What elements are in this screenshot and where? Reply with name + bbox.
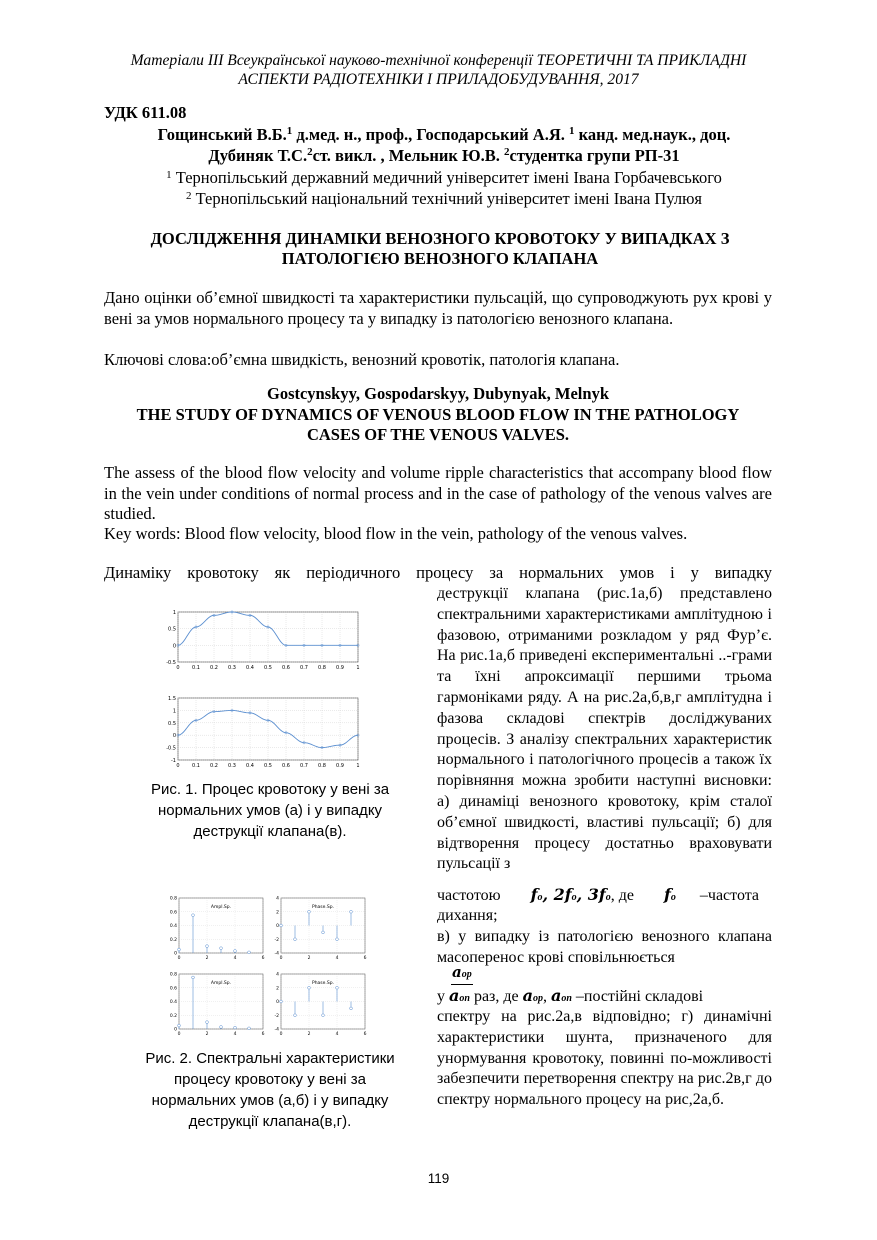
x-tick-label: 2 xyxy=(307,956,311,961)
y-tick-label: -1 xyxy=(171,758,176,764)
affiliation-2-sup: 2 xyxy=(185,189,192,202)
y-tick-label: 0 xyxy=(174,951,177,957)
x-tick-label: 6 xyxy=(363,956,367,961)
fig1-caption-line-3: деструкції клапана(в). xyxy=(193,823,347,840)
x-tick-label: 0.7 xyxy=(300,665,308,671)
body-paragraph-2: в) у випадку із патологією венозного клапана масоперенос крові сповільнюється xyxy=(437,928,772,966)
ratio-den-sub: on xyxy=(459,993,470,1004)
title-ua-line-2: ПАТОЛОГІЄЮ ВЕНОЗНОГО КЛАПАНА xyxy=(281,249,599,268)
stem-marker xyxy=(336,986,339,989)
freq-2f: , 2f xyxy=(542,885,572,904)
stem-marker xyxy=(220,1026,223,1029)
stem-marker xyxy=(192,976,195,979)
x-tick-label: 0.3 xyxy=(228,665,236,671)
stem-marker xyxy=(294,938,297,941)
y-tick-label: -0.5 xyxy=(166,660,176,666)
y-tick-label: 2 xyxy=(276,986,279,992)
stem-marker xyxy=(248,1027,251,1030)
x-tick-label: 0.4 xyxy=(246,665,254,671)
y-tick-label: -2 xyxy=(274,1013,279,1019)
affiliation-1 xyxy=(104,168,784,189)
fig1-caption-line-1: Рис. 1. Процес кровотоку у вені за xyxy=(150,781,390,798)
x-tick-label: 0.9 xyxy=(336,763,344,769)
x-tick-label: 4 xyxy=(335,956,339,961)
subplot-label: Ampl.Sp. xyxy=(210,981,232,986)
y-tick-label: 0 xyxy=(276,924,279,930)
y-tick-label: 0 xyxy=(172,733,176,740)
stem-marker xyxy=(220,947,223,950)
x-tick-label: 0 xyxy=(279,1032,283,1037)
y-tick-label: -2 xyxy=(274,937,279,943)
header-line-1: Матеріали ІІІ Всеукраїнської науково-технічної конференції ТЕОРЕТИЧНІ ТА ПРИКЛАДНІ xyxy=(130,52,747,69)
ratio-comma: , xyxy=(542,988,547,1005)
stem-marker xyxy=(248,951,251,954)
fig1-caption-line-2: нормальних умов (а) і у випадку xyxy=(157,802,383,819)
x-tick-label: 0 xyxy=(177,956,181,961)
keywords-en: Key words: Blood flow velocity, blood flow in the vein, pathology of the venous valves. xyxy=(104,524,688,543)
y-tick-label: 0.4 xyxy=(169,924,177,930)
x-tick-label: 6 xyxy=(261,956,265,961)
author-1: Гощинський В.Б. xyxy=(157,125,287,144)
ratio-numerator xyxy=(451,963,473,985)
ratio-num-a: a xyxy=(452,963,462,981)
freq-symbol-f0: f xyxy=(530,885,538,904)
fig2-amplitude-pathology xyxy=(170,972,265,1037)
ratio-prefix: у xyxy=(437,988,445,1005)
y-tick-label: 1.5 xyxy=(168,696,176,702)
ratio-desc: –постійні складові xyxy=(575,988,704,1005)
x-tick-label: 0.5 xyxy=(264,763,272,769)
x-tick-label: 6 xyxy=(363,1032,367,1037)
abstract-en: The assess of the blood flow velocity and volume ripple characteristics that accompany blood flow in the vein under conditions of normal process and in the case of pathology of the venous valves are studied. xyxy=(104,463,772,523)
x-tick-label: 6 xyxy=(261,1032,265,1037)
y-tick-label: 0.8 xyxy=(169,972,177,978)
x-tick-label: 0.3 xyxy=(228,763,236,769)
fig2-caption-line-4: деструкції клапана(в,г). xyxy=(188,1113,352,1130)
body-paragraph-3: спектру на рис.2а,в відповідно; г) динамічні характеристики шунта, призначеного для унормування кровотоку, повинні по-можливості забезпечити перетворення спектру на рис.2в,г до спектру нормального процесу на рис,2а,б. xyxy=(437,1008,772,1109)
author-2: Господарський А.Я. xyxy=(416,125,569,144)
y-tick-label: -4 xyxy=(274,1027,279,1033)
x-tick-label: 1 xyxy=(356,763,360,769)
x-tick-label: 2 xyxy=(205,956,209,961)
authors-en: Gostcynskyy, Gospodarskyy, Dubynyak, Melnyk xyxy=(266,384,609,403)
freq-sub: o xyxy=(537,892,543,903)
y-tick-label: 0 xyxy=(174,1027,177,1033)
figure-1 xyxy=(162,604,370,770)
frequency-line xyxy=(437,885,772,906)
x-tick-label: 0.8 xyxy=(318,763,326,769)
x-tick-label: 4 xyxy=(233,1032,237,1037)
y-tick-label: 0.2 xyxy=(169,1013,177,1019)
x-tick-label: 0 xyxy=(176,665,180,671)
stem-marker xyxy=(350,1007,353,1010)
x-tick-label: 0.6 xyxy=(282,763,290,769)
y-tick-label: 0.5 xyxy=(168,626,176,633)
x-tick-label: 0 xyxy=(176,763,180,769)
figure-2 xyxy=(165,892,370,1037)
author-3: Дубиняк Т.С. xyxy=(208,146,308,165)
ratio-den-a: a xyxy=(449,986,460,1005)
author-4-sup: 2 xyxy=(504,146,510,158)
x-tick-label: 0.1 xyxy=(192,763,200,769)
affiliation-2 xyxy=(104,189,784,210)
stem-marker xyxy=(308,910,311,913)
conference-header xyxy=(60,51,817,89)
intro-line: Динаміку кровотоку як періодичного процесу за нормальних умов і у випадку xyxy=(104,563,772,582)
fig2-phase-normal xyxy=(275,896,367,961)
fig2-caption-line-2: процесу кровотоку у вені за xyxy=(173,1071,367,1088)
affiliation-1-sup: 1 xyxy=(166,169,172,181)
header-line-2: АСПЕКТИ РАДІОТЕХНІКИ І ПРИЛАДОБУДУВАННЯ, 2017 xyxy=(238,71,639,88)
y-tick-label: 0 xyxy=(172,643,176,650)
freq-sub-4: o xyxy=(670,892,676,903)
author-4: Мельник Ю.В. xyxy=(388,146,505,165)
y-tick-label: 1 xyxy=(172,708,176,715)
x-tick-label: 0.4 xyxy=(246,763,254,769)
title-en-block xyxy=(104,384,772,446)
x-tick-label: 0.6 xyxy=(282,665,290,671)
freq-3f: , 3f xyxy=(576,885,606,904)
stem-marker xyxy=(206,1021,209,1024)
ratio-a-op: a xyxy=(522,986,533,1005)
x-tick-label: 1 xyxy=(356,665,360,671)
stem-marker xyxy=(234,1026,237,1029)
body-paragraph-1: деструкції клапана (рис.1а,б) представлено спектральними характеристиками амплітудною і фазовою, отриманими розкладом у ряд Фур’є. На рис.1а,б приведені експериментальні ..-грами та їхні апроксимації першими трьома гармоніками ряду. А на рис.2а,б,в,г амплітудна і фазова складові спектрів досліджуваних процесів. З аналізу спектральних характеристик нормального і патологічного процесів а також їх порівняння можна зробити наступні висновки: а) динаміці венозного кровотоку, крім сталої об’ємної швидкості, властиві пульсації; б) для відтворення процесу достатньо враховувати пульсації з xyxy=(437,585,772,873)
author-3-role: ст. викл. , xyxy=(312,146,389,165)
figure-1-caption xyxy=(125,779,415,842)
y-tick-label: 0.5 xyxy=(168,720,176,727)
x-tick-label: 0.1 xyxy=(192,665,200,671)
fig2-phase-pathology xyxy=(275,972,367,1037)
affiliations xyxy=(104,168,784,209)
freq-de: , де xyxy=(610,887,635,904)
stem-marker xyxy=(234,950,237,953)
freq-suffix: –частота xyxy=(695,887,760,904)
figure-2-caption xyxy=(125,1048,415,1132)
page-number: 119 xyxy=(427,1171,450,1186)
author-2-role: канд. мед.наук., доц. xyxy=(574,125,731,144)
freq-symbol-f0-2: f xyxy=(664,885,671,904)
fig2-amplitude-normal xyxy=(170,896,265,961)
freq-end: дихання; xyxy=(437,907,498,924)
title-ua-line-1: ДОСЛІДЖЕННЯ ДИНАМІКИ ВЕНОЗНОГО КРОВОТОКУ У ВИПАДКАХ З xyxy=(150,229,730,248)
authors-line-2 xyxy=(104,145,784,166)
author-1-role: д.мед. н., проф., xyxy=(292,125,417,144)
y-tick-label: -0.5 xyxy=(166,745,176,752)
author-3-sup: 2 xyxy=(307,146,313,158)
freq-prefix: частотою xyxy=(437,887,501,904)
fig2-caption-line-3: нормальних умов (а,б) і у випадку xyxy=(151,1092,389,1109)
x-tick-label: 2 xyxy=(307,1032,311,1037)
udk-code: УДК 611.08 xyxy=(104,103,187,122)
authors-line-1 xyxy=(104,124,784,145)
subplot-label: Ampl.Sp. xyxy=(210,905,232,910)
x-tick-label: 0.2 xyxy=(210,665,218,671)
authors-block xyxy=(104,124,784,166)
y-tick-label: 0 xyxy=(276,1000,279,1006)
x-tick-label: 4 xyxy=(335,1032,339,1037)
y-tick-label: 4 xyxy=(276,972,279,978)
x-tick-label: 0.2 xyxy=(210,763,218,769)
stem-marker xyxy=(280,1000,283,1003)
x-tick-label: 2 xyxy=(205,1032,209,1037)
y-tick-label: 0.2 xyxy=(169,937,177,943)
y-tick-label: 0.6 xyxy=(169,986,177,992)
ratio-fraction xyxy=(451,963,473,985)
affiliation-2-text: Тернопільський національний технічний університет імені Івана Пулюя xyxy=(191,188,703,208)
freq-sub-3: o xyxy=(605,892,611,903)
abstract-ua: Дано оцінки об’ємної швидкості та характеристики пульсацій, що супроводжують рух крові у вені за умов нормального процесу та у випадку із патологією венозного клапана. xyxy=(104,288,772,328)
stem-marker xyxy=(350,910,353,913)
keywords-ua: Ключові слова:об’ємна швидкість, венозний кровотік, патологія клапана. xyxy=(104,350,620,369)
y-tick-label: 0.4 xyxy=(169,1000,177,1006)
x-tick-label: 0.8 xyxy=(318,665,326,671)
ratio-a-on-sub: on xyxy=(561,993,572,1004)
y-tick-label: 1 xyxy=(172,610,176,616)
x-tick-label: 0 xyxy=(177,1032,181,1037)
y-tick-label: 0.8 xyxy=(169,896,177,902)
fig2-caption-line-1: Рис. 2. Спектральні характеристики xyxy=(145,1050,395,1067)
stem-marker xyxy=(336,938,339,941)
fig1-top-plot xyxy=(166,610,359,671)
x-tick-label: 4 xyxy=(233,956,237,961)
ratio-a-on: a xyxy=(550,986,562,1005)
stem-marker xyxy=(308,986,311,989)
stem-marker xyxy=(178,1024,181,1027)
author-1-sup: 1 xyxy=(286,125,293,137)
subplot-label: Phase.Sp. xyxy=(311,981,335,986)
stem-marker xyxy=(322,931,325,934)
ratio-text: раз, де xyxy=(473,988,519,1005)
stem-marker xyxy=(178,948,181,951)
author-4-role: студентка групи РП-31 xyxy=(509,146,680,165)
y-tick-label: -4 xyxy=(274,951,279,957)
affiliation-1-text: Тернопільський державний медичний університет імені Івана Горбачевського xyxy=(171,168,722,187)
title-ua xyxy=(104,229,776,269)
x-tick-label: 0 xyxy=(279,956,283,961)
stem-marker xyxy=(294,1014,297,1017)
fig1-bottom-plot xyxy=(166,696,359,769)
stem-marker xyxy=(206,945,209,948)
stem-marker xyxy=(192,914,195,917)
y-tick-label: 4 xyxy=(276,896,279,902)
y-tick-label: 0.6 xyxy=(169,910,177,916)
subplot-label: Phase.Sp. xyxy=(311,905,335,910)
x-tick-label: 0.5 xyxy=(264,665,272,671)
ratio-a-op-sub: op xyxy=(532,993,543,1004)
x-tick-label: 0.7 xyxy=(300,763,308,769)
freq-sub-2: o xyxy=(571,892,577,903)
author-2-sup: 1 xyxy=(569,125,575,137)
stem-marker xyxy=(280,924,283,927)
stem-marker xyxy=(322,1014,325,1017)
x-tick-label: 0.9 xyxy=(336,665,344,671)
y-tick-label: 2 xyxy=(276,910,279,916)
title-en-line-2: CASES OF THE VENOUS VALVES. xyxy=(306,425,570,444)
ratio-num-sub: op xyxy=(461,969,472,980)
title-en-line-1: THE STUDY OF DYNAMICS OF VENOUS BLOOD FLOW IN THE PATHOLOGY xyxy=(136,404,740,424)
